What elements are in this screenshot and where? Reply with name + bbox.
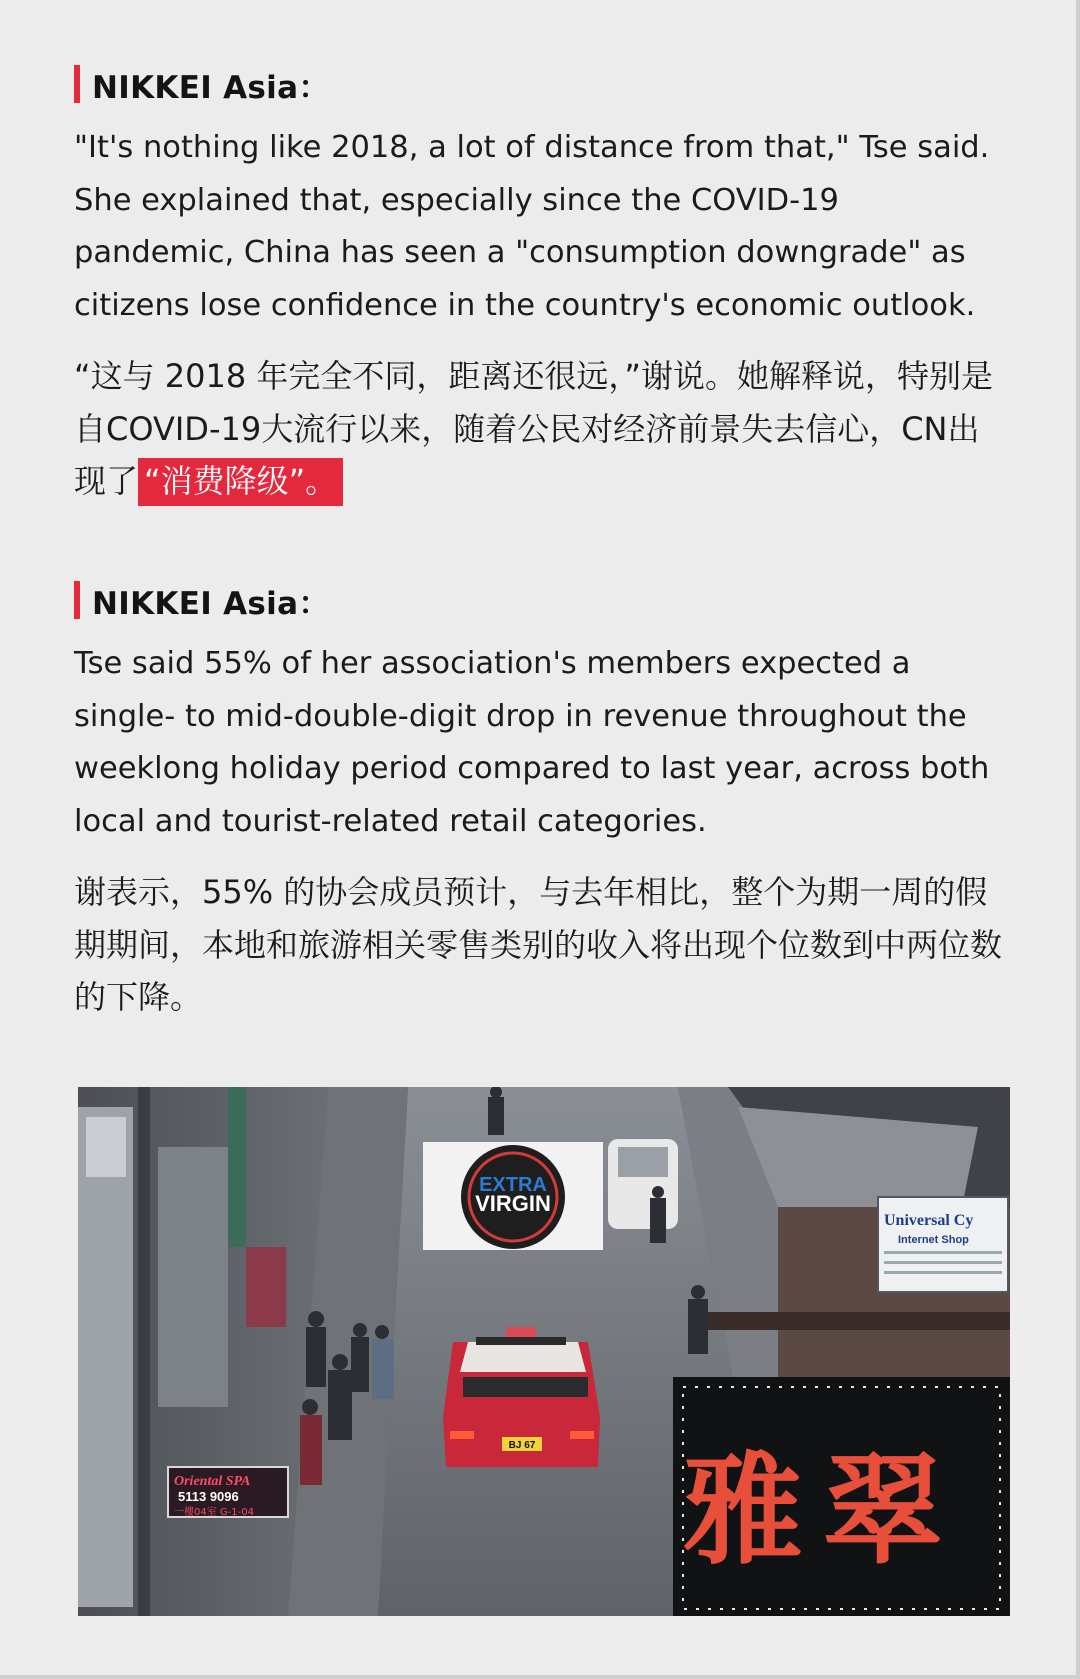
source-label: NIKKEI Asia： bbox=[92, 585, 330, 622]
street-scene-illustration bbox=[78, 1087, 1010, 1616]
english-paragraph: Tse said 55% of her association's members expected a single- to mid-double-digit drop in revenue throughout the weeklong holiday period compared to last year, across both local and tourist-related retail categories. bbox=[74, 646, 990, 839]
accent-bar bbox=[74, 65, 80, 103]
spa-sign-line1: Oriental SPA bbox=[174, 1474, 251, 1489]
banner-line1: EXTRA bbox=[479, 1174, 547, 1196]
highlighted-term: “消费降级”。 bbox=[138, 458, 343, 506]
accent-bar bbox=[74, 581, 80, 619]
shop-sign-line2: Internet Shop bbox=[898, 1234, 969, 1246]
chinese-paragraph bbox=[74, 350, 1004, 508]
chinese-text: “这与 2018 年完全不同，距离还很远，”谢说。她解释说，特别是自COVID-19大流行以来，随着公民对经济前景失去信心，CN出现了 bbox=[74, 357, 993, 500]
taxi-plate: BJ 67 bbox=[508, 1440, 536, 1451]
street-photo bbox=[78, 1087, 1010, 1616]
chinese-paragraph: 谢表示，55% 的协会成员预计，与去年相比，整个为期一周的假期期间，本地和旅游相关零售类别的收入将出现个位数到中两位数的下降。 bbox=[74, 873, 1003, 1016]
banner-line2: VIRGIN bbox=[475, 1191, 551, 1216]
section-header bbox=[74, 64, 1004, 104]
red-taxi bbox=[443, 1327, 600, 1467]
spa-sign-line3: 一樓04室 G-1-04 bbox=[174, 1507, 254, 1518]
shop-sign-line1: Universal Cy bbox=[884, 1212, 974, 1229]
spa-sign-line2: 5113 9096 bbox=[178, 1489, 239, 1504]
neon-sign-text: 雅翠 bbox=[683, 1440, 963, 1581]
quote-section-1 bbox=[74, 64, 1004, 508]
source-label: NIKKEI Asia： bbox=[92, 69, 330, 106]
section-header bbox=[74, 580, 1004, 620]
quote-section-2 bbox=[74, 580, 1004, 1024]
english-paragraph: "It's nothing like 2018, a lot of distance from that," Tse said. She explained that, especially since the COVID-19 pandemic, China has seen a "consumption downgrade" as citizens lose confidence in the country's economic outlook. bbox=[74, 130, 990, 323]
